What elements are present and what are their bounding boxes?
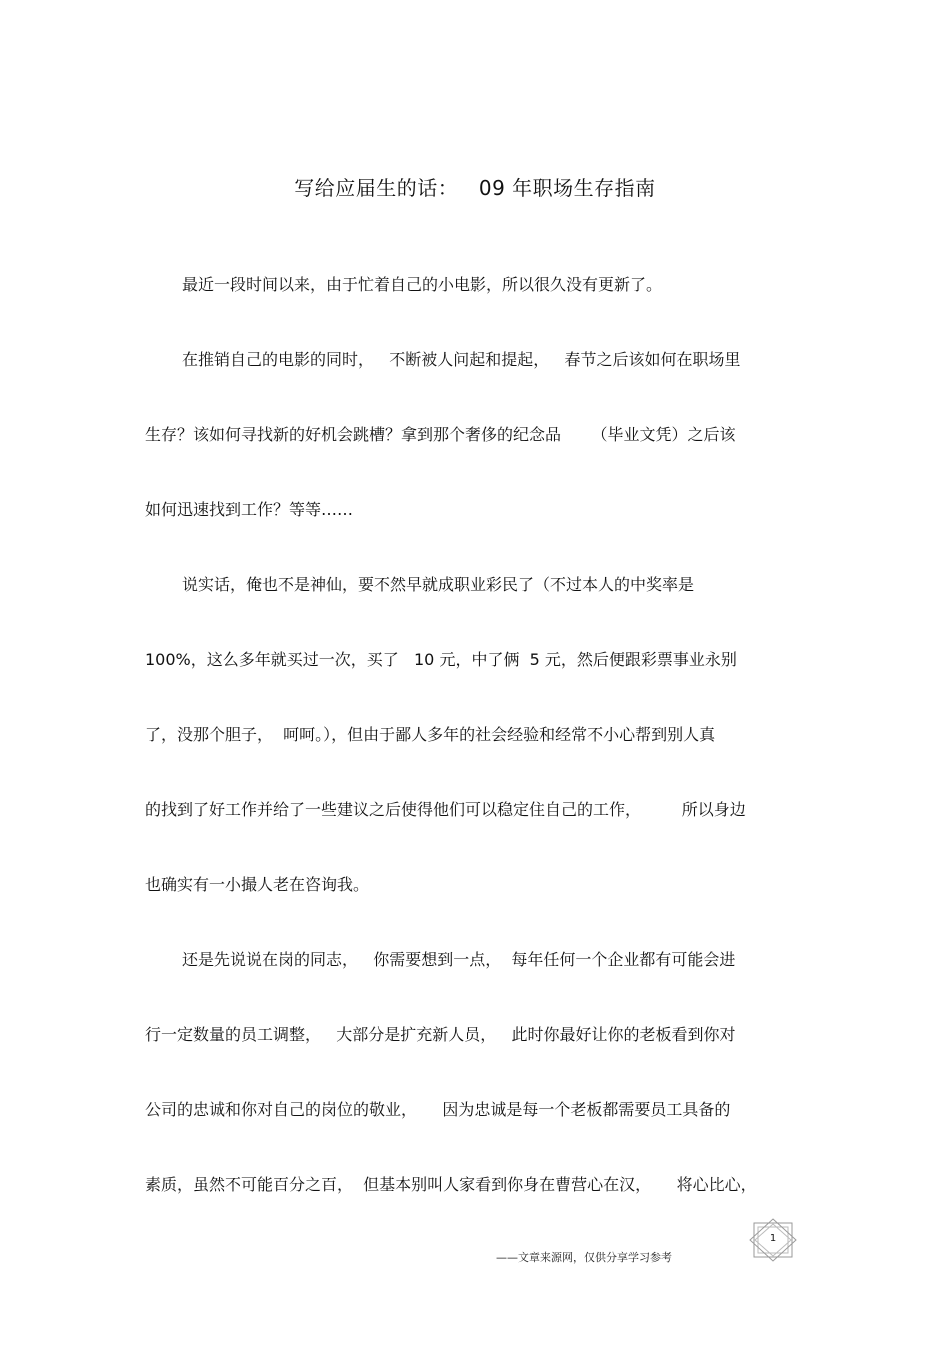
paragraph-line: 了，没那个胆子， 呵呵。），但由于鄙人多年的社会经验和经常不小心帮到别人真 [145, 725, 716, 744]
paragraph-line: 最近一段时间以来，由于忙着自己的小电影，所以很久没有更新了。 [182, 275, 663, 294]
paragraph-line: 素质，虽然不可能百分之百， 但基本别叫人家看到你身在曹营心在汉， 将心比心， [145, 1175, 757, 1194]
paragraph-line: 100%，这么多年就买过一次，买了 10 元，中了俩 5 元，然后便跟彩票事业永别 [145, 650, 737, 669]
paragraph-line: 说实话，俺也不是神仙，要不然早就成职业彩民了（不过本人的中奖率是 [182, 575, 695, 594]
paragraph-line: 公司的忠诚和你对自己的岗位的敬业， 因为忠诚是每一个老板都需要员工具备的 [145, 1100, 731, 1119]
paragraph-line: 的找到了好工作并给了一些建议之后使得他们可以稳定住自己的工作， 所以身边 [145, 800, 746, 819]
page-title: 写给应届生的话： 09 年职场生存指南 [294, 176, 656, 200]
page-number-badge [749, 1218, 797, 1262]
paragraph-line: 还是先说说在岗的同志， 你需要想到一点， 每年任何一个企业都有可能会进 [182, 950, 736, 969]
paragraph-line: 生存？该如何寻找新的好机会跳槽？拿到那个奢侈的纪念品 （毕业文凭）之后该 [145, 425, 736, 444]
page-number: 1 [769, 1233, 777, 1244]
paragraph-line: 行一定数量的员工调整， 大部分是扩充新人员， 此时你最好让你的老板看到你对 [145, 1025, 736, 1044]
paragraph-line: 如何迅速找到工作？等等…… [145, 500, 354, 519]
paragraph-line: 也确实有一小撮人老在咨询我。 [145, 875, 370, 894]
paragraph-line: 在推销自己的电影的同时， 不断被人问起和提起， 春节之后该如何在职场里 [182, 350, 741, 369]
footer-note: ——文章来源网，仅供分享学习参考 [496, 1251, 672, 1264]
